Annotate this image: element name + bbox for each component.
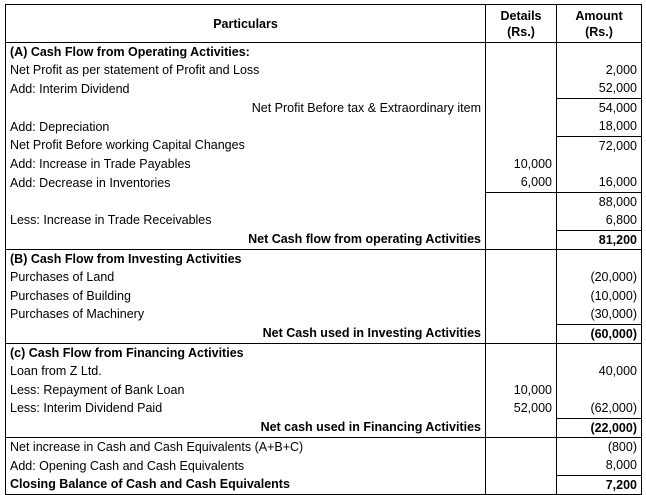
details-cell <box>486 457 557 476</box>
amount-cell: (62,000) <box>557 399 642 418</box>
table-row <box>6 381 642 399</box>
details-cell <box>486 80 557 99</box>
amount-cell: 88,000 <box>557 193 642 212</box>
table-row <box>6 80 642 99</box>
closing-balance-amount: 7,200 <box>557 475 642 494</box>
particulars-cell <box>6 193 486 212</box>
header-details: Details (Rs.) <box>486 5 557 43</box>
particulars-cell: Add: Increase in Trade Payables <box>6 155 486 173</box>
amount-cell <box>557 43 642 62</box>
closing-balance-label: Closing Balance of Cash and Cash Equivalents <box>6 475 486 494</box>
particulars-cell: Purchases of Machinery <box>6 305 486 324</box>
amount-cell: 8,000 <box>557 457 642 476</box>
amount-cell: 2,000 <box>557 61 642 79</box>
particulars-cell: Add: Opening Cash and Cash Equivalents <box>6 457 486 476</box>
table-row <box>6 193 642 212</box>
details-cell <box>486 269 557 287</box>
details-cell <box>486 43 557 62</box>
amount-cell: 52,000 <box>557 80 642 99</box>
particulars-cell: Add: Decrease in Inventories <box>6 174 486 193</box>
amount-cell: 18,000 <box>557 118 642 137</box>
table-row <box>6 250 642 269</box>
amount-cell: 16,000 <box>557 174 642 193</box>
table-row <box>6 475 642 494</box>
table-row <box>6 399 642 418</box>
details-cell <box>486 418 557 437</box>
table-row <box>6 363 642 381</box>
section-heading-investing: (B) Cash Flow from Investing Activities <box>6 250 486 269</box>
particulars-cell: Net increase in Cash and Cash Equivalents (A+B+C) <box>6 438 486 457</box>
particulars-cell: Purchases of Building <box>6 287 486 305</box>
details-cell: 10,000 <box>486 381 557 399</box>
details-cell <box>486 61 557 79</box>
details-cell <box>486 287 557 305</box>
table-row <box>6 174 642 193</box>
table-row <box>6 99 642 118</box>
particulars-cell: Purchases of Land <box>6 269 486 287</box>
details-cell <box>486 438 557 457</box>
header-amount: Amount (Rs.) <box>557 5 642 43</box>
section-heading-operating: (A) Cash Flow from Operating Activities: <box>6 43 486 62</box>
total-label-financing: Net cash used in Financing Activities <box>6 418 486 437</box>
amount-cell: (30,000) <box>557 305 642 324</box>
table-row <box>6 438 642 457</box>
subtotal-label: Net Profit Before tax & Extraordinary item <box>6 99 486 118</box>
amount-cell: 40,000 <box>557 363 642 381</box>
details-cell <box>486 363 557 381</box>
table-row <box>6 418 642 437</box>
details-cell <box>486 305 557 324</box>
details-cell <box>486 212 557 231</box>
total-amount-financing: (22,000) <box>557 418 642 437</box>
table-row <box>6 212 642 231</box>
table-row <box>6 344 642 363</box>
particulars-cell: Less: Repayment of Bank Loan <box>6 381 486 399</box>
amount-cell: 72,000 <box>557 136 642 155</box>
particulars-cell: Add: Interim Dividend <box>6 80 486 99</box>
details-cell <box>486 230 557 249</box>
total-amount-operating: 81,200 <box>557 230 642 249</box>
cash-flow-table <box>5 4 642 495</box>
details-cell <box>486 118 557 137</box>
details-cell <box>486 136 557 155</box>
amount-cell: (20,000) <box>557 269 642 287</box>
amount-cell <box>557 250 642 269</box>
details-cell: 10,000 <box>486 155 557 173</box>
details-cell <box>486 250 557 269</box>
particulars-cell: Net Profit as per statement of Profit and Loss <box>6 61 486 79</box>
table-row <box>6 457 642 476</box>
table-row <box>6 230 642 249</box>
details-cell <box>486 475 557 494</box>
details-cell <box>486 324 557 343</box>
table-header-row <box>6 5 642 43</box>
total-label-operating: Net Cash flow from operating Activities <box>6 230 486 249</box>
amount-cell: (10,000) <box>557 287 642 305</box>
table-row <box>6 305 642 324</box>
amount-cell: 6,800 <box>557 212 642 231</box>
particulars-cell: Net Profit Before working Capital Changes <box>6 136 486 155</box>
details-cell: 6,000 <box>486 174 557 193</box>
table-row <box>6 155 642 173</box>
details-cell <box>486 344 557 363</box>
table-row <box>6 43 642 62</box>
amount-cell <box>557 381 642 399</box>
table-row <box>6 136 642 155</box>
particulars-cell: Less: Increase in Trade Receivables <box>6 212 486 231</box>
details-cell: 52,000 <box>486 399 557 418</box>
amount-cell <box>557 344 642 363</box>
section-heading-financing: (c) Cash Flow from Financing Activities <box>6 344 486 363</box>
total-label-investing: Net Cash used in Investing Activities <box>6 324 486 343</box>
particulars-cell: Less: Interim Dividend Paid <box>6 399 486 418</box>
particulars-cell: Add: Depreciation <box>6 118 486 137</box>
header-particulars: Particulars <box>6 5 486 43</box>
particulars-cell: Loan from Z Ltd. <box>6 363 486 381</box>
table-row <box>6 118 642 137</box>
details-cell <box>486 193 557 212</box>
amount-cell: (800) <box>557 438 642 457</box>
amount-cell <box>557 155 642 173</box>
table-row <box>6 324 642 343</box>
cash-flow-statement <box>5 4 641 495</box>
table-row <box>6 269 642 287</box>
table-row <box>6 287 642 305</box>
details-cell <box>486 99 557 118</box>
total-amount-investing: (60,000) <box>557 324 642 343</box>
amount-cell: 54,000 <box>557 99 642 118</box>
table-row <box>6 61 642 79</box>
